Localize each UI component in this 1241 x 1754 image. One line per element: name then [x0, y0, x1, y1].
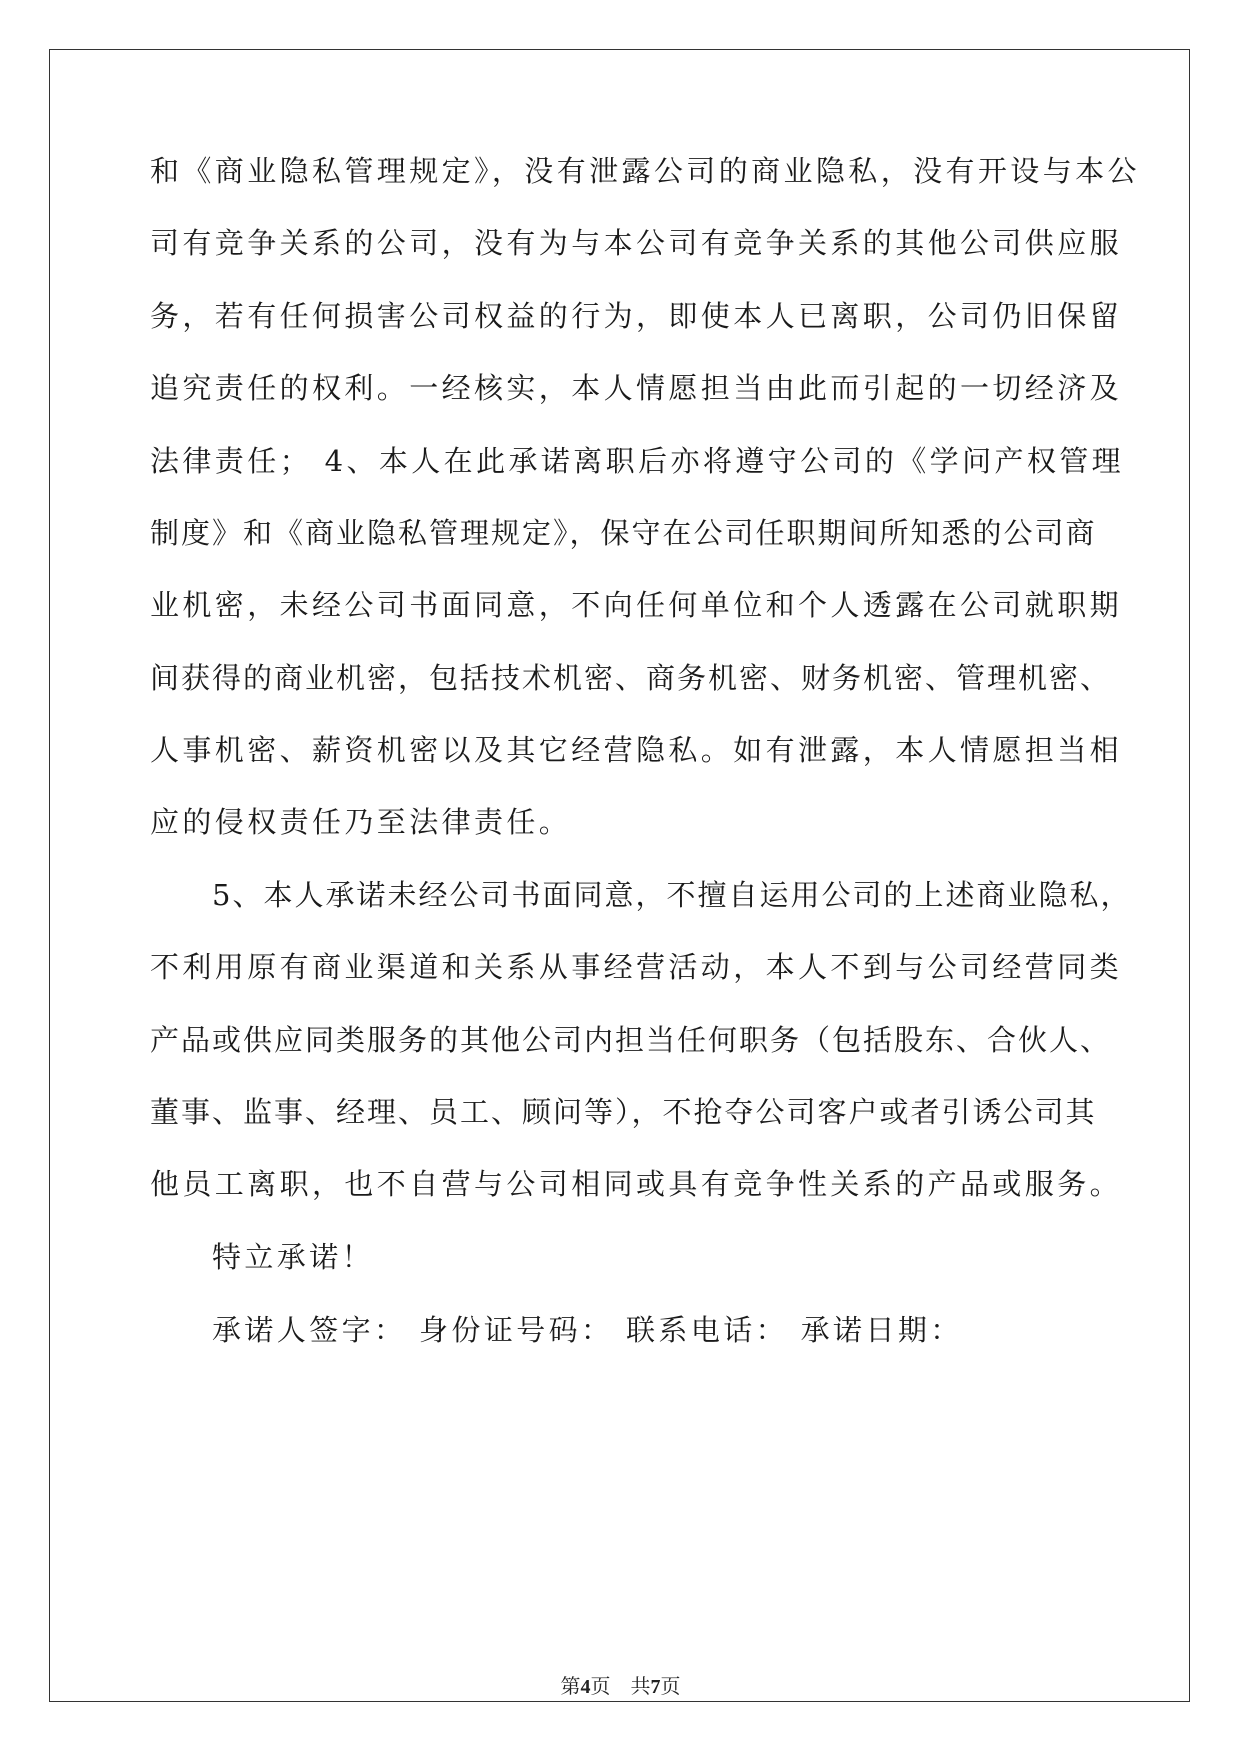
- total-suffix: 页: [660, 1676, 681, 1698]
- body-line-3: 务，若有任何损害公司权益的行为，即使本人已离职，公司仍旧保留: [150, 299, 1123, 333]
- page-suffix: 页: [590, 1676, 611, 1698]
- closing-statement: 特立承诺！: [212, 1240, 375, 1274]
- paragraph-5-first-line: 5、本人承诺未经公司书面同意，不擅自运用公司的上述商业隐私，: [212, 878, 1132, 912]
- body-line-1: 和《商业隐私管理规定》，没有泄露公司的商业隐私，没有开设与本公: [150, 154, 1140, 188]
- body-line-9: 人事机密、薪资机密以及其它经营隐私。如有泄露，本人情愿担当相: [150, 733, 1123, 767]
- body-line-10: 应的侵权责任乃至法律责任。: [150, 805, 572, 839]
- total-page-number: 7: [650, 1676, 661, 1698]
- body-line-7: 业机密，未经公司书面同意，不向任何单位和个人透露在公司就职期: [150, 588, 1123, 622]
- page-prefix: 第: [560, 1676, 581, 1698]
- page-footer: [0, 1670, 1241, 1699]
- body-line-6: 制度》和《商业隐私管理规定》，保守在公司任职期间所知悉的公司商: [150, 516, 1097, 550]
- body-line-8: 间获得的商业机密，包括技术机密、商务机密、财务机密、管理机密、: [150, 661, 1112, 695]
- body-line-12: 不利用原有商业渠道和关系从事经营活动，本人不到与公司经营同类: [150, 950, 1123, 984]
- total-prefix: 共: [630, 1676, 651, 1698]
- body-line-13: 产品或供应同类服务的其他公司内担当任何职务（包括股东、合伙人、: [150, 1023, 1112, 1057]
- body-line-5: 法律责任； 4、本人在此承诺离职后亦将遵守公司的《学问产权管理: [150, 444, 1125, 478]
- page-border: [49, 49, 1190, 1702]
- body-line-15: 他员工离职，也不自营与公司相同或具有竞争性关系的产品或服务。: [150, 1167, 1123, 1201]
- body-line-4: 追究责任的权利。一经核实，本人情愿担当由此而引起的一切经济及: [150, 371, 1123, 405]
- current-page-number: 4: [580, 1676, 591, 1698]
- body-line-2: 司有竞争关系的公司，没有为与本公司有竞争关系的其他公司供应服: [150, 226, 1123, 260]
- signature-line: 承诺人签字： 身份证号码： 联系电话： 承诺日期：: [212, 1313, 963, 1347]
- body-line-14: 董事、监事、经理、员工、顾问等），不抢夺公司客户或者引诱公司其: [150, 1095, 1097, 1129]
